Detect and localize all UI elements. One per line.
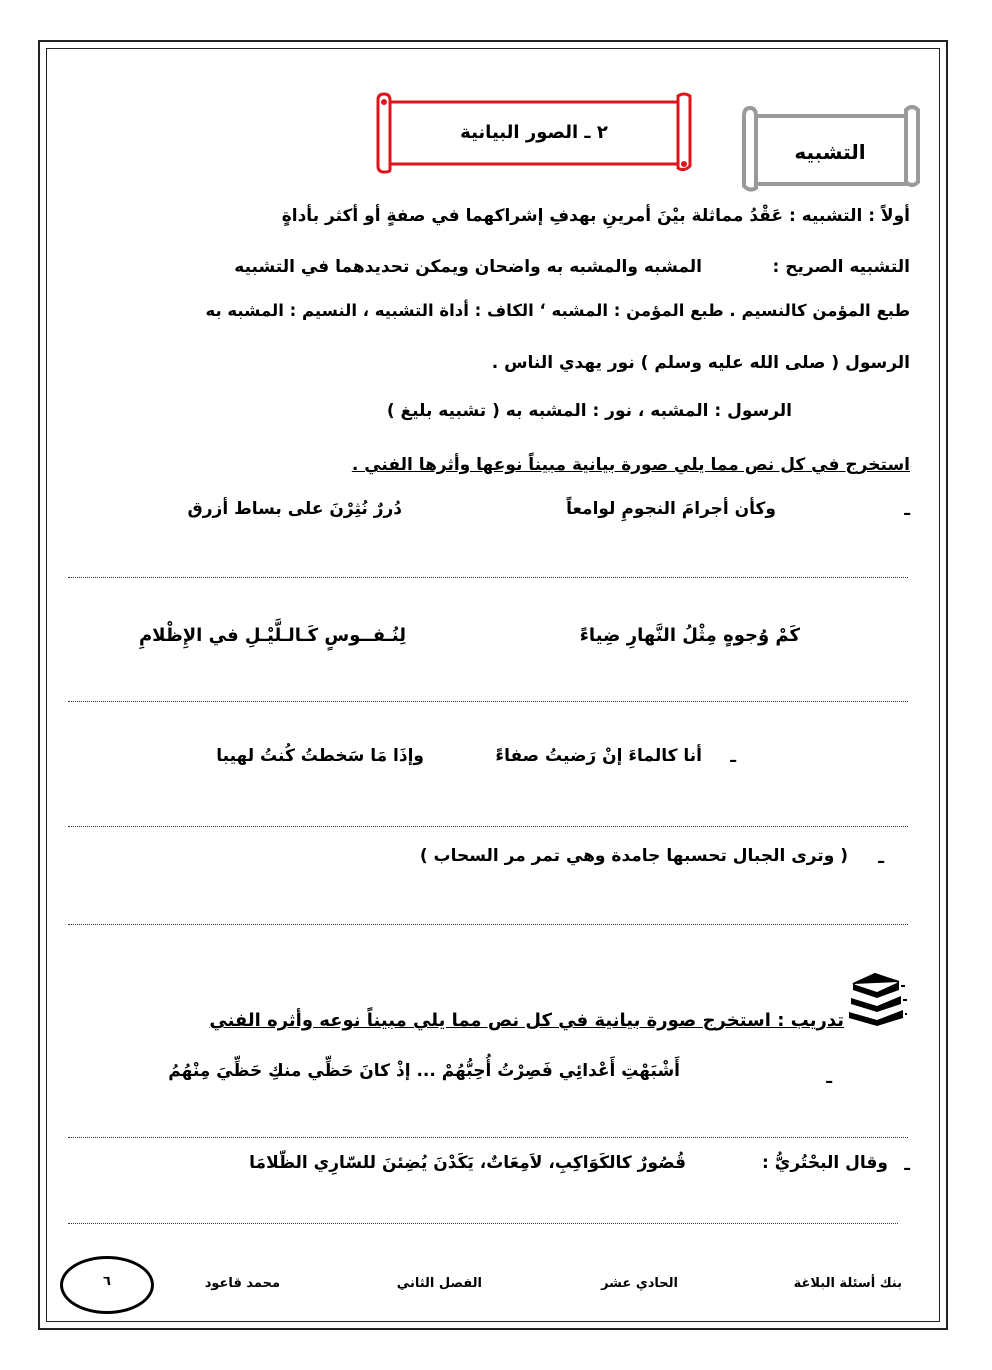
dash-4: ـ (878, 848, 884, 868)
answer-line-4[interactable] (68, 924, 908, 925)
answer-line-2[interactable] (68, 701, 908, 702)
answer-line-3[interactable] (68, 826, 908, 827)
verse3-first-hemistich: أنا كالماءَ إنْ رَضيتُ صفاءً (495, 746, 702, 766)
training-verse2-poet: وقال البحْتُريُّ : (762, 1153, 888, 1173)
footer-term: الفصل الثاني (396, 1276, 482, 1291)
verse2-second-hemistich: لِنُـفــوسٍ كَـالـلَّيْـلِ في الإِظْلامِ (138, 625, 406, 646)
dash-6: ـ (904, 1155, 910, 1175)
quran-verse: ( وترى الجبال تحسبها جامدة وهي تمر مر السحاب ) (419, 846, 848, 866)
verse2-first-hemistich: كَمْ وُجوهٍ مِثْلُ النَّهارِ ضِياءً (579, 625, 800, 646)
answer-line-1[interactable] (68, 577, 908, 578)
training-verse1: أَشْبَهْتِ أَعْدائِي فَصِرْتُ أُحِبُّهُمْ ... إذْ كانَ حَظِّي منكِ حَظِّيَ مِنْهُمُ (168, 1061, 680, 1081)
footer-bank: بنك أسئلة البلاغة (793, 1276, 902, 1291)
page-border-inner (46, 48, 940, 1322)
answer-line-5[interactable] (68, 1137, 908, 1138)
explicit-label: التشبيه الصريح : (772, 257, 910, 277)
example1-line: طبع المؤمن كالنسيم . طبع المؤمن : المشبه ‘ الكاف : أداة التشبيه ، النسيم : المشبه به (205, 301, 910, 320)
sub-title: التشبيه (794, 140, 866, 164)
definition-line: أولاً : التشبيه : عَقْدُ مماثلة بيْنَ أمرينِ بهدفِ إشراكهما في صفةٍ أو أكثر بأداةٍ (281, 206, 910, 226)
training-instruction: تدريب : استخرج صورة بيانية في كل نص مما يلي مبيناً نوعه وأثره الفني (209, 1010, 844, 1031)
dash-1: ـ (904, 500, 910, 520)
dash-3: ـ (730, 747, 736, 767)
explicit-text: المشبه والمشبه به واضحان ويمكن تحديدهما في التشبيه (234, 257, 702, 277)
verse1-second-hemistich: دُررٌ نُثِرْنَ على بساط أزرق (187, 499, 402, 519)
footer-author: محمد قاعود (204, 1276, 280, 1291)
answer-line-6[interactable] (68, 1223, 898, 1224)
verse3-second-hemistich: وإذَا مَا سَخطتُ كُنتُ لهيبا (216, 746, 424, 766)
footer-grade: الحادي عشر (601, 1276, 678, 1291)
page-number: ٦ (103, 1274, 111, 1289)
verse1-first-hemistich: وكأن أجرامَ النجومِ لوامعاً (566, 499, 776, 519)
dash-5: ـ (826, 1068, 832, 1088)
example2-analysis: الرسول : المشبه ، نور : المشبه به ( تشبيه بليغ ) (386, 401, 792, 421)
exercise-instruction: استخرج في كل نص مما يلي صورة بيانية مبيناً نوعها وأثرها الفني . (351, 455, 910, 475)
books-icon (843, 972, 907, 1028)
training-verse2-text: قُصُورٌ كالكَوَاكِبِ، لاَمِعَاتٌ، يَكَدْنَ يُضِئنَ للسّارِي الظّلامَا (249, 1153, 686, 1173)
example2-line: الرسول ( صلى الله عليه وسلم ) نور يهدي الناس . (491, 353, 910, 373)
topic-title: ٢ ـ الصور البيانية (460, 122, 608, 143)
